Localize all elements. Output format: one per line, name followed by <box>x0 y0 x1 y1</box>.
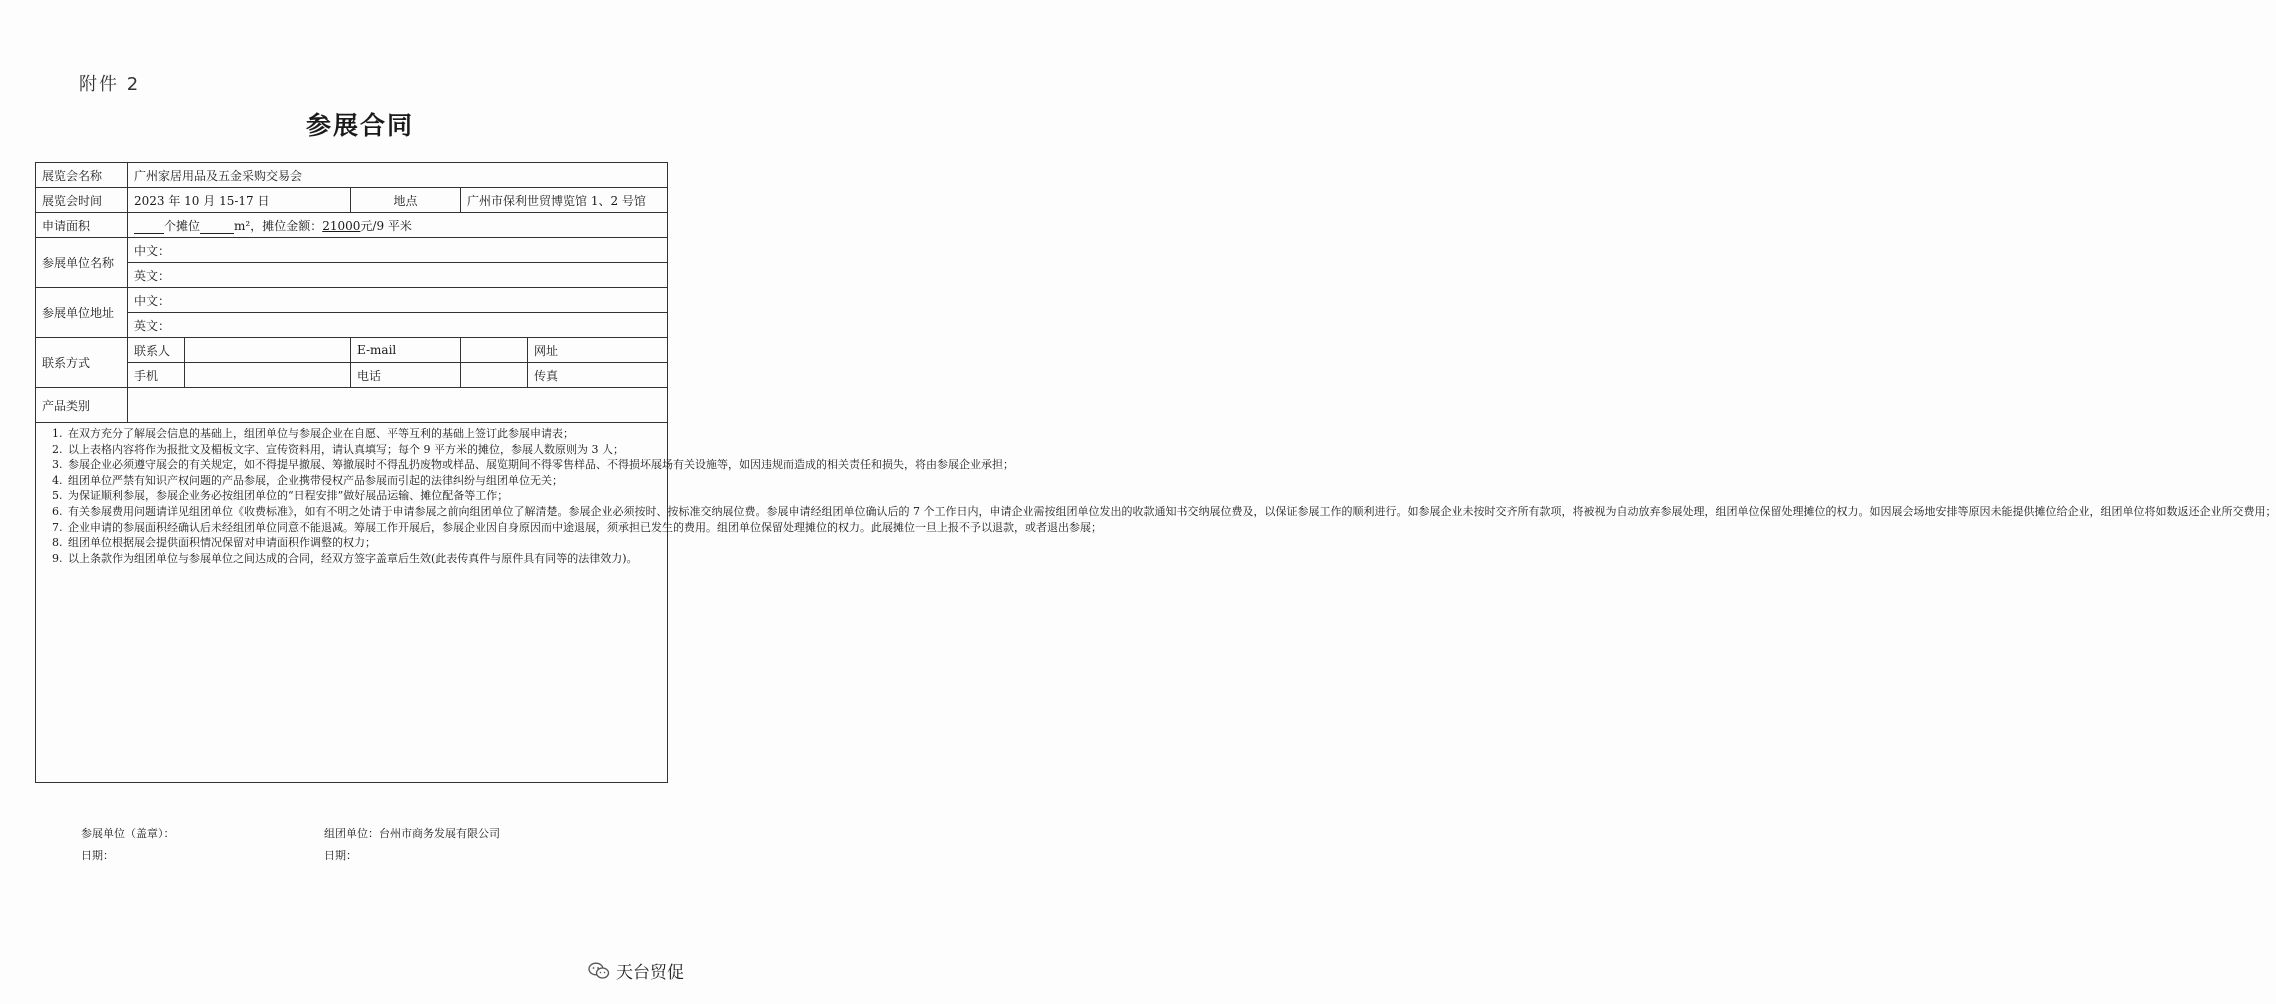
terms-cell <box>36 423 2276 783</box>
row-company-address-en <box>36 313 668 338</box>
exhibition-time-label: 展览会时间 <box>36 188 128 213</box>
phone-field[interactable] <box>461 363 528 388</box>
row-contact-1 <box>36 338 668 363</box>
company-name-english-field[interactable] <box>128 263 668 288</box>
area-price-label: ，摊位金额： <box>250 218 323 233</box>
area-value-cell <box>128 213 668 238</box>
company-name-label: 参展单位名称 <box>36 238 128 288</box>
contact-label: 联系方式 <box>36 338 128 388</box>
chinese-label: 中文： <box>134 243 171 258</box>
row-product-category <box>36 388 668 423</box>
company-address-chinese-field[interactable] <box>128 288 668 313</box>
terms-list <box>40 426 2276 566</box>
term-item: 4. 组团单位严禁有知识产权问题的产品参展，企业携带侵权产品参展而引起的法律纠纷与组团单位无关； <box>66 473 663 489</box>
booth-count-blank[interactable] <box>134 221 164 234</box>
row-company-name-en <box>36 263 668 288</box>
company-address-english-field[interactable] <box>128 313 668 338</box>
organizer-name: 台州市商务发展有限公司 <box>379 827 500 840</box>
organizer-signature <box>324 825 500 841</box>
term-item: 1. 在双方充分了解展会信息的基础上，组团单位与参展企业在自愿、平等互利的基础上签订此参展申请表； <box>66 426 663 442</box>
email-field[interactable] <box>461 338 528 363</box>
english-label: 英文： <box>134 318 171 333</box>
row-company-address-cn <box>36 288 668 313</box>
row-area <box>36 213 668 238</box>
company-address-label: 参展单位地址 <box>36 288 128 338</box>
term-item: 6. 有关参展费用问题请详见组团单位《收费标准》，如有不明之处请于申请参展之前向组团单位了解清楚。参展企业必须按时、按标准交纳展位费。参展申请经组团单位确认后的 7 个工作日内，申请企业需按组团单位发出的收款通知书交纳展位费及，以保证参展工作的顺利进行。如参展企业未按时交齐所有款项，将被视为自动放弃参展处理，组团单位保留处理摊位的权力。如因展会场地安排等原因未能提供摊位给企业，组团单位将如数返还企业所交费用； <box>66 504 663 520</box>
mobile-label: 手机 <box>128 363 185 388</box>
area-price-unit: 元/9 平米 <box>360 218 412 233</box>
contact-person-label: 联系人 <box>128 338 185 363</box>
organizer-label: 组团单位： <box>324 827 379 840</box>
watermark <box>588 958 684 983</box>
term-item: 9. 以上条款作为组团单位与参展单位之间达成的合同，经双方签字盖章后生效(此表传真件与原件具有同等的法律效力)。 <box>66 551 663 567</box>
term-item: 7. 企业申请的参展面积经确认后未经组团单位同意不能退减。筹展工作开展后，参展企业因自身原因而中途退展，须承担已发生的费用。组团单位保留处理摊位的权力。此展摊位一旦上报不予以退款，或者退出参展； <box>66 520 663 536</box>
fax-field[interactable] <box>528 363 668 388</box>
exhibition-name-label: 展览会名称 <box>36 163 128 188</box>
exhibitor-date-label: 日期： <box>81 849 114 862</box>
exhibitor-seal-label: 参展单位（盖章）： <box>81 827 175 840</box>
term-item: 8. 组团单位根据展会提供面积情况保留对申请面积作调整的权力； <box>66 535 663 551</box>
website-field[interactable] <box>528 338 668 363</box>
row-contact-2 <box>36 363 668 388</box>
area-price-value: 21000 <box>322 218 361 233</box>
row-terms <box>36 423 668 783</box>
mobile-field[interactable] <box>185 363 351 388</box>
term-item: 3. 参展企业必须遵守展会的有关规定，如不得提早撤展、筹撤展时不得乱扔废物或样品、展览期间不得零售样品、不得损坏展场有关设施等，如因违规而造成的相关责任和损失，将由参展企业承担； <box>66 457 663 473</box>
watermark-text: 天台贸促 <box>616 963 684 983</box>
location-label: 地点 <box>351 188 461 213</box>
contact-person-field[interactable] <box>185 338 351 363</box>
chinese-label: 中文： <box>134 293 171 308</box>
annex-label: 附件 2 <box>79 74 141 95</box>
organizer-date-label: 日期： <box>324 849 357 862</box>
row-exhibition-name <box>36 163 668 188</box>
exhibition-name-value: 广州家居用品及五金采购交易会 <box>128 163 668 188</box>
application-form-table <box>35 162 2276 783</box>
area-blank[interactable] <box>200 221 234 234</box>
product-category-field[interactable] <box>128 388 668 423</box>
english-label: 英文： <box>134 268 171 283</box>
term-item: 5. 为保证顺利参展，参展企业务必按组团单位的“日程安排”做好展品运输、摊位配备等工作； <box>66 488 663 504</box>
area-unit: m² <box>234 218 251 233</box>
location-value: 广州市保利世贸博览馆 1、2 号馆 <box>461 188 668 213</box>
wechat-icon <box>588 962 610 980</box>
area-booth-text: 个摊位 <box>164 218 201 233</box>
exhibition-time-value: 2023 年 10 月 15-17 日 <box>128 188 351 213</box>
fax-label: 传真 <box>534 368 559 383</box>
row-exhibition-time <box>36 188 668 213</box>
company-name-chinese-field[interactable] <box>128 238 668 263</box>
term-item: 2. 以上表格内容将作为报批文及楣板文字、宣传资料用，请认真填写；每个 9 平方米的摊位，参展人数原则为 3 人； <box>66 442 663 458</box>
phone-label: 电话 <box>351 363 461 388</box>
website-label: 网址 <box>534 343 559 358</box>
page-title: 参展合同 <box>305 111 414 140</box>
email-label: E-mail <box>351 338 461 363</box>
product-label: 产品类别 <box>36 388 128 423</box>
row-company-name-cn <box>36 238 668 263</box>
area-label: 申请面积 <box>36 213 128 238</box>
